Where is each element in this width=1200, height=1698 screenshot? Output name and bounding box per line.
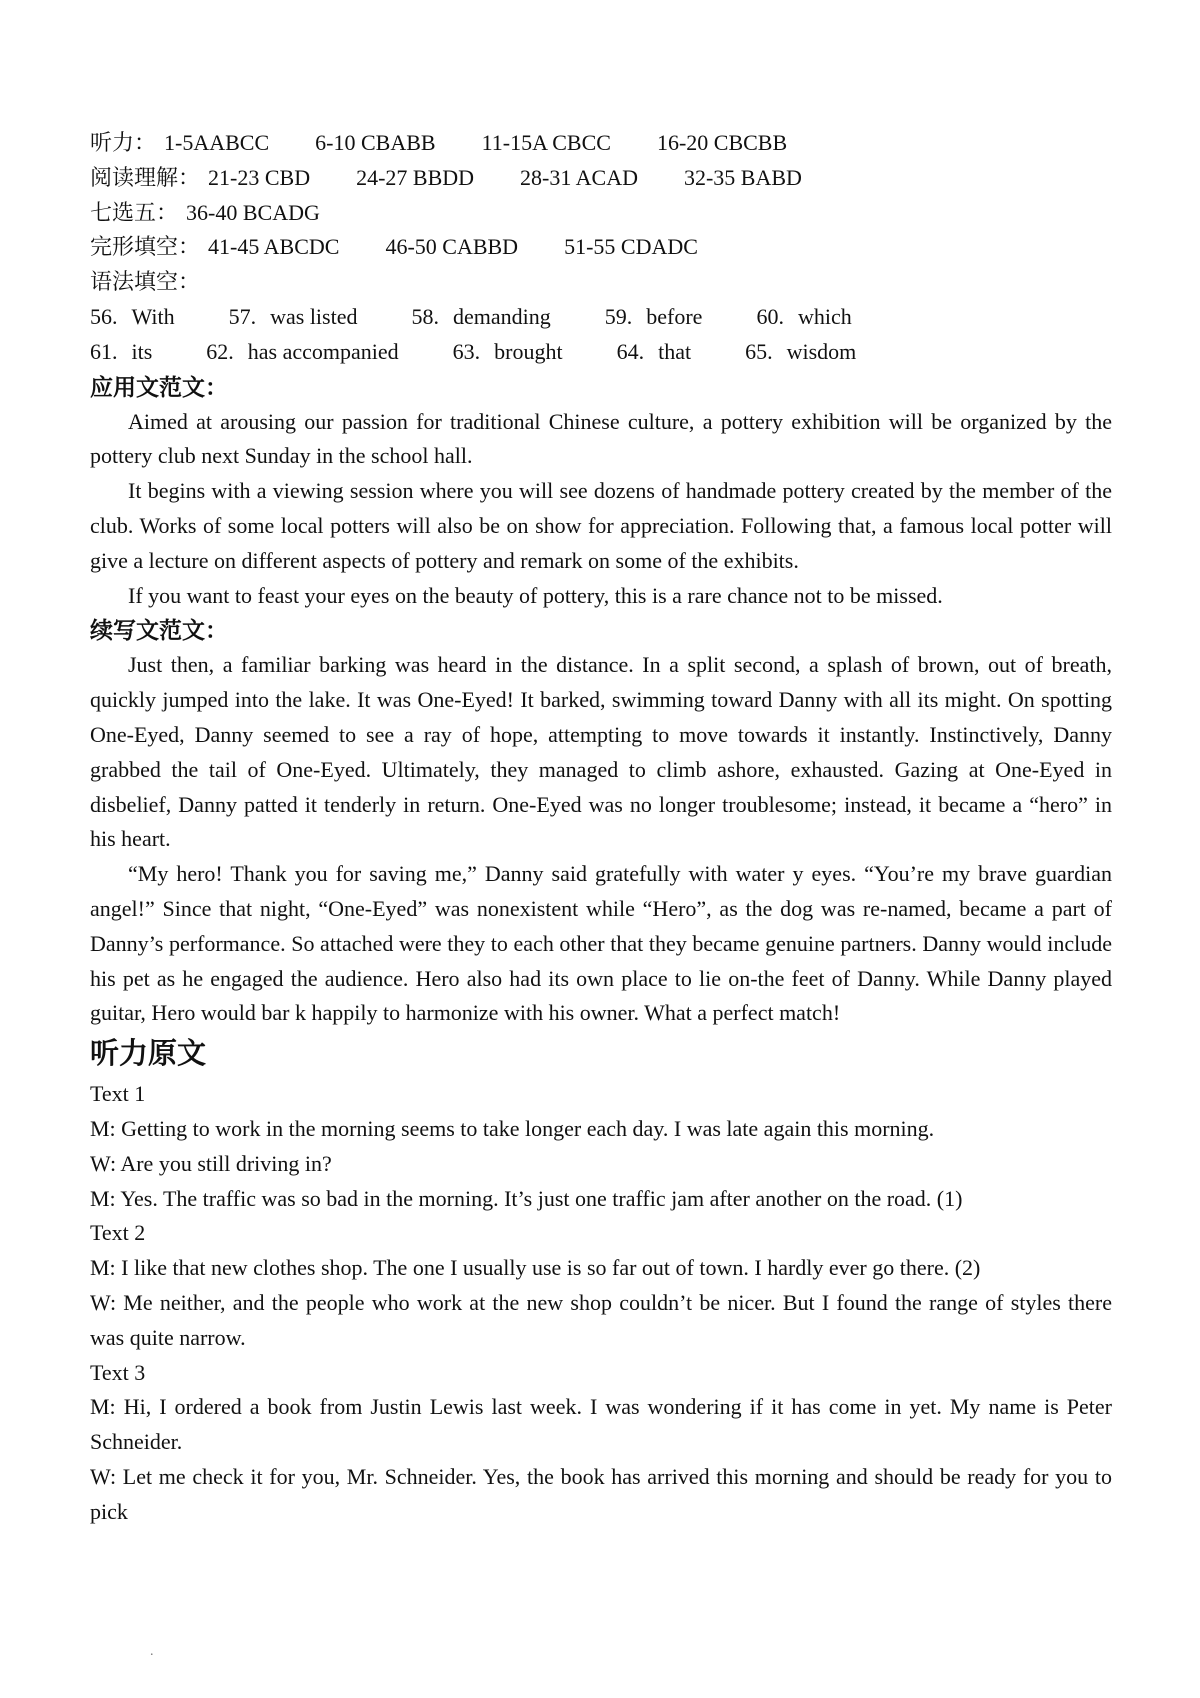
cloze-answers-line <box>90 230 1112 265</box>
answer-number: 64. <box>616 338 645 364</box>
text-3-title: Text 3 <box>90 1359 146 1385</box>
listening-label: 听力： <box>90 130 157 155</box>
grammar-answers-row-1 <box>90 300 1112 335</box>
applied-writing-paragraph: If you want to feast your eyes on the beauty of pottery, this is a rare chance not to be missed. <box>128 582 943 608</box>
listening-answers-group: 11-15A CBCC <box>481 130 611 155</box>
answer-word: demanding <box>453 303 551 329</box>
dialogue-line: M: Yes. The traffic was so bad in the morning. It’s just one traffic jam after another on the road. (1) <box>90 1185 963 1211</box>
cloze-label: 完形填空： <box>90 234 201 260</box>
stray-dot-mark: . <box>150 1644 154 1659</box>
seven-choose-five-label: 七选五： <box>90 199 179 225</box>
grammar-fill-label: 语法填空： <box>90 269 201 295</box>
applied-writing-paragraph: Aimed at arousing our passion for traditional Chinese culture, a pottery exhibition will be organized by the pottery club next Sunday in the school hall. <box>90 408 1112 469</box>
answer-word: which <box>797 303 852 329</box>
cloze-answers-group: 51-55 CDADC <box>564 234 698 260</box>
grammar-answer-item <box>453 335 563 370</box>
answer-number: 61. <box>90 338 118 364</box>
answer-number: 59. <box>604 303 633 329</box>
reading-answers-group: 24-27 BBDD <box>356 164 475 190</box>
grammar-answer-item <box>90 300 175 335</box>
answer-word: With <box>131 303 175 329</box>
grammar-answers-row-2 <box>90 335 1112 370</box>
reading-answers-group: 21-23 CBD <box>208 164 311 190</box>
grammar-answer-item <box>206 335 398 370</box>
seven-choose-five-line <box>90 196 1112 231</box>
reading-answers-group: 32-35 BABD <box>683 164 802 190</box>
answer-word: has accompanied <box>247 338 399 364</box>
dialogue-line: W: Let me check it for you, Mr. Schneider. Yes, the book has arrived this morning and should be ready for you to pick <box>90 1463 1112 1524</box>
dialogue-line: M: I like that new clothes shop. The one I usually use is so far out of town. I hardly ever go there. (2) <box>90 1255 981 1281</box>
listening-answers-group: 6-10 CBABB <box>315 130 436 155</box>
grammar-answer-item <box>745 335 856 370</box>
cloze-answers-group: 46-50 CABBD <box>385 234 519 260</box>
answer-number: 63. <box>452 338 481 364</box>
reading-label: 阅读理解： <box>90 164 201 190</box>
answer-word: brought <box>494 338 563 364</box>
reading-answers-line <box>90 161 1112 196</box>
answer-word: before <box>646 303 703 329</box>
grammar-answer-item <box>90 335 152 370</box>
dialogue-line: M: Getting to work in the morning seems to take longer each day. I was late again this morning. <box>90 1115 935 1141</box>
answer-number: 62. <box>206 338 234 364</box>
grammar-answer-item <box>605 300 703 335</box>
answer-number: 58. <box>411 303 439 329</box>
answer-number: 56. <box>90 303 118 329</box>
answer-number: 60. <box>756 303 784 329</box>
answer-word: its <box>131 338 153 364</box>
grammar-answer-item <box>229 300 358 335</box>
text-1-title: Text 1 <box>90 1081 146 1107</box>
seven-choose-five-group: 36-40 BCADG <box>186 199 320 225</box>
dialogue-line: M: Hi, I ordered a book from Justin Lewis last week. I was wondering if it has come in yet. My name is Peter Schneider. <box>90 1394 1112 1455</box>
grammar-answer-item <box>617 335 692 370</box>
grammar-answer-item <box>412 300 551 335</box>
listening-answers-group: 16-20 CBCBB <box>656 130 788 155</box>
answer-number: 65. <box>745 338 773 364</box>
answer-word: that <box>658 338 692 364</box>
applied-writing-heading: 应用文范文： <box>90 373 228 400</box>
cloze-answers-group: 41-45 ABCDC <box>208 234 340 260</box>
listening-script-heading: 听力原文 <box>90 1038 207 1071</box>
dialogue-line: W: Me neither, and the people who work at the new shop couldn’t be nicer. But I found the range of styles there was quite narrow. <box>90 1289 1112 1350</box>
text-2-title: Text 2 <box>90 1220 146 1246</box>
listening-answers-group: 1-5AABCC <box>164 130 270 155</box>
dialogue-line: W: Are you still driving in? <box>90 1150 332 1176</box>
answer-word: was listed <box>270 303 358 329</box>
continuation-writing-paragraph: Just then, a familiar barking was heard in the distance. In a split second, a splash of brown, out of breath, quickly jumped into the lake. It was One-Eyed! It barked, swimming toward Danny with all its might. On spotting One-Eyed, Danny seemed to see a ray of hope, attempting to move towards it instantly. Instinctively, Danny grabbed the tail of One-Eyed. Ultimately, they managed to climb ashore, exhausted. Gazing at One-Eyed in disbelief, Danny patted it tenderly in return. One-Eyed was no longer troublesome; instead, it became a “hero” in his heart. <box>90 652 1112 852</box>
reading-answers-group: 28-31 ACAD <box>520 164 638 190</box>
applied-writing-paragraph: It begins with a viewing session where you will see dozens of handmade pottery created by the member of the club. Works of some local potters will also be on show for appreciation. Following that, a famous local potter will give a lecture on different aspects of pottery and remark on some of the exhibits. <box>90 478 1112 573</box>
continuation-writing-paragraph: “My hero! Thank you for saving me,” Danny said gratefully with water y eyes. “You’re my brave guardian angel!” Since that night, “One-Eyed” was nonexistent while “Hero”, as the dog was re-named, became a part of Danny’s performance. So attached were they to each other that they became genuine partners. Danny would include his pet as he engaged the audience. Hero also had its own place to lie on-the feet of Danny. While Danny played guitar, Hero would bar k happily to harmonize with his owner. What a perfect match! <box>90 861 1112 1026</box>
grammar-fill-label-line <box>90 265 1112 300</box>
continuation-writing-heading: 续写文范文： <box>90 617 228 644</box>
grammar-answer-item <box>756 300 851 335</box>
answer-word: wisdom <box>786 338 857 364</box>
listening-answers-line <box>90 126 1112 161</box>
answer-number: 57. <box>228 303 257 329</box>
